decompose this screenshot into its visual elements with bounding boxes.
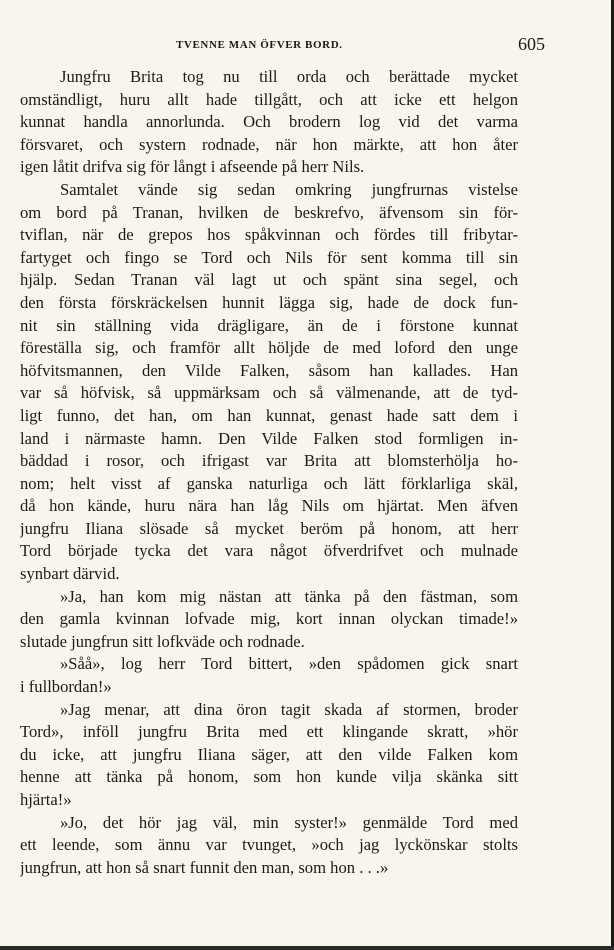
- text-line: hjälp. Sedan Tranan väl lagt ut och spänt sina segel, och: [20, 270, 518, 290]
- text-line: ligt funno, det han, om han kunnat, genast hade satt dem i: [20, 405, 518, 425]
- text-line: den gamla kvinnan lofvade mig, kort innan olyckan timade!»: [20, 609, 518, 629]
- text-line: kunnat handla annorlunda. Och brodern log vid det varma: [20, 112, 518, 132]
- text-line: Tord började tycka det vara något öfverdrifvet och mulnade: [20, 541, 518, 561]
- text-line: den första förskräckelsen hunnit lägga sig, hade de dock fun-: [20, 292, 518, 312]
- text-line: jungfrun, att hon så snart funnit den man, som hon . . .»: [20, 857, 389, 877]
- text-line: Tord», inföll jungfru Brita med ett klingande skratt, »hör: [20, 722, 518, 742]
- text-line: föreställa sig, och framför allt höljde de med loford den unge: [20, 338, 518, 358]
- text-line: bäddad i rosor, och ifrigast var Brita att blomsterhölja ho-: [20, 451, 518, 471]
- text-line: du icke, att jungfru Iliana säger, att den vilde Falken kom: [20, 744, 518, 764]
- text-line: henne att tänka på honom, som hon kunde vilja skänka sitt: [20, 767, 518, 787]
- running-title: TVENNE MAN ÖFVER BORD.: [176, 39, 343, 51]
- text-line: höfvitsmannen, den Vilde Falken, såsom han kallades. Han: [20, 360, 518, 380]
- text-line: igen låtit drifva sig för långt i afseende på herr Nils.: [20, 157, 365, 177]
- text-line: »Ja, han kom mig nästan att tänka på den fästman, som: [60, 586, 518, 606]
- text-line: i fullbordan!»: [20, 677, 112, 697]
- text-line: då hon kände, huru nära han låg Nils om hjärtat. Men äfven: [20, 496, 518, 516]
- text-line: om bord på Tranan, hvilken de beskrefvo, äfvensom sin för-: [20, 202, 518, 222]
- body-text: [20, 66, 518, 879]
- text-line: nit sin ställning vida drägligare, än de i förstone kunnat: [20, 315, 518, 335]
- text-line: Samtalet vände sig sedan omkring jungfrurnas vistelse: [60, 179, 518, 199]
- text-line: Jungfru Brita tog nu till orda och berättade mycket: [60, 67, 518, 86]
- text-line: försvaret, och systern rodnade, när hon märkte, att hon åter: [20, 134, 518, 154]
- text-line: jungfru Iliana slösade så mycket beröm på honom, att herr: [20, 518, 518, 538]
- page-edge-bottom: [0, 946, 614, 950]
- text-line: hjärta!»: [20, 790, 72, 809]
- text-line: var så höfvisk, så uppmärksam och så välmenande, att de tyd-: [20, 383, 518, 403]
- page-header: [20, 34, 545, 56]
- text-line: fartyget och fingo se Tord och Nils för sent komma till sin: [20, 247, 518, 267]
- text-line: »Jag menar, att dina öron tagit skada af stormen, broder: [60, 699, 518, 719]
- text-line: tviflan, när de grepos hos spåkvinnan och fördes till fribytar-: [20, 225, 518, 245]
- text-line: nom; helt visst af ganska naturliga och lätt förklarliga skäl,: [20, 473, 518, 493]
- text-line: »Såå», log herr Tord bittert, »den spådomen gick snart: [60, 654, 518, 674]
- text-line: ett leende, som ännu var tvunget, »och jag lyckönskar stolts: [20, 835, 518, 855]
- text-line: land i närmaste hamn. Den Vilde Falken stod formligen in-: [20, 428, 518, 448]
- text-line: slutade jungfrun sitt lofkväde och rodnade.: [20, 631, 305, 651]
- text-line: synbart därvid.: [20, 564, 120, 584]
- text-line: omständligt, huru allt hade tillgått, och att icke ett helgon: [20, 89, 518, 109]
- text-line: »Jo, det hör jag väl, min syster!» genmälde Tord med: [60, 812, 518, 832]
- page-number: 605: [518, 34, 545, 54]
